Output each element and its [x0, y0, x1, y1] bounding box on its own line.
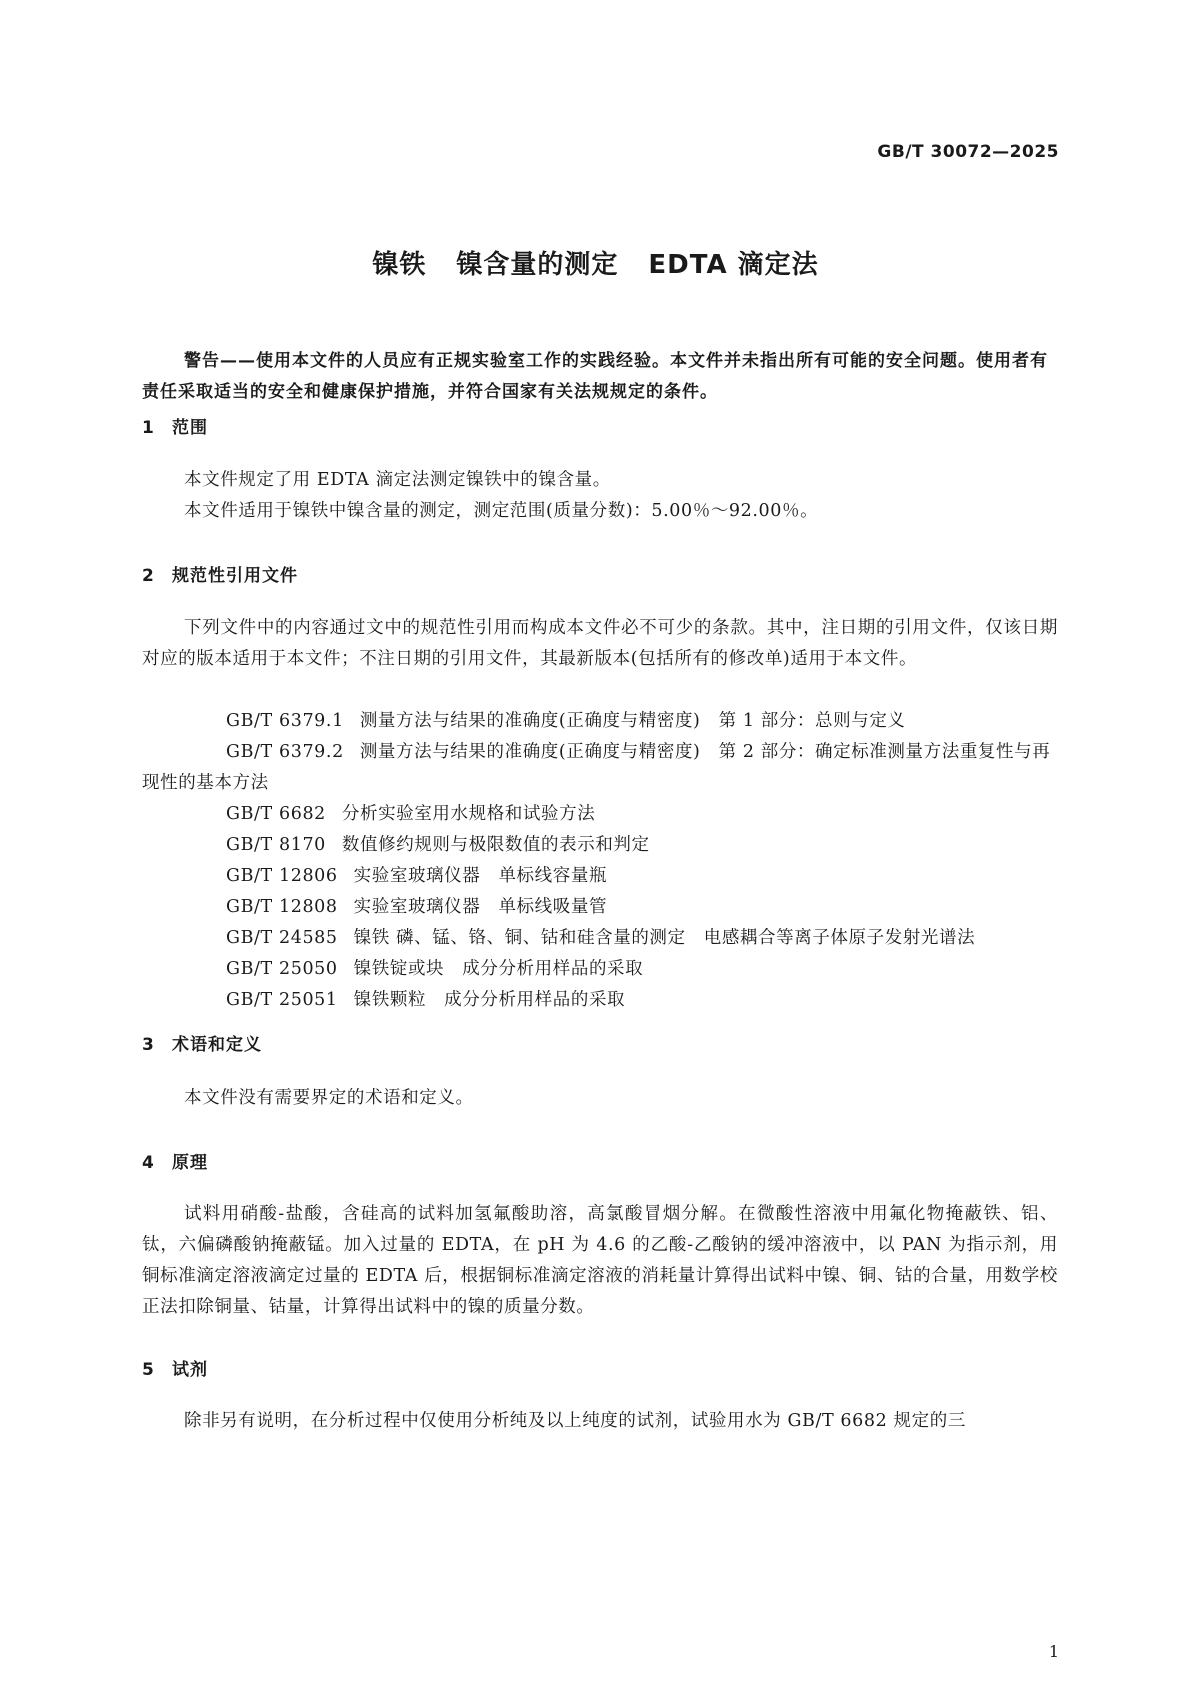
- reference-code: GB/T 12806: [226, 866, 338, 886]
- reference-item: [142, 954, 1058, 985]
- reference-title: 测量方法与结果的准确度(正确度与精密度) 第 1 部分：总则与定义: [359, 711, 906, 731]
- section-3-paragraph: 本文件没有需要界定的术语和定义。: [184, 1088, 474, 1108]
- section-number: 4: [142, 1153, 155, 1173]
- reference-title: 实验室玻璃仪器 单标线容量瓶: [353, 866, 608, 886]
- reference-title: 分析实验室用水规格和试验方法: [341, 804, 596, 824]
- section-4-heading: [142, 1148, 208, 1173]
- reference-item: [142, 985, 1058, 1016]
- title-part-3: EDTA 滴定法: [648, 250, 819, 280]
- reference-title: 实验室玻璃仪器 单标线吸量管: [353, 897, 608, 917]
- reference-item: [142, 892, 1058, 923]
- title-part-2: 镍含量的测定: [456, 250, 619, 280]
- reference-title: 数值修约规则与极限数值的表示和判定: [341, 835, 650, 855]
- page-number: 1: [1048, 1642, 1059, 1661]
- section-number: 2: [142, 566, 155, 586]
- standard-number: GB/T 30072—2025: [877, 142, 1059, 162]
- section-1-heading: [142, 413, 208, 438]
- reference-item: [142, 923, 1058, 954]
- section-number: 1: [142, 418, 155, 438]
- section-number: 5: [142, 1360, 155, 1380]
- reference-code: GB/T 25050: [226, 959, 338, 979]
- reference-item: [142, 737, 1058, 799]
- section-3-heading: [142, 1030, 262, 1055]
- section-number: 3: [142, 1035, 155, 1055]
- reference-title: 镍铁锭或块 成分分析用样品的采取: [353, 959, 644, 979]
- normative-references-list: [142, 706, 1058, 1016]
- section-title: 试剂: [172, 1360, 208, 1380]
- section-4-paragraph: 试料用硝酸-盐酸，含硅高的试料加氢氟酸助溶，高氯酸冒烟分解。在微酸性溶液中用氟化物掩蔽铁、铝、钛，六偏磷酸钠掩蔽锰。加入过量的 EDTA，在 pH 为 4.6 的乙酸-乙酸钠的缓冲溶液中，以 PAN 为指示剂，用铜标准滴定溶液滴定过量的 EDTA 后，根据铜标准滴定溶液的消耗量计算得出试料中镍、铜、钴的合量，用数学校正法扣除铜量、钴量，计算得出试料中的镍的质量分数。: [142, 1204, 1058, 1317]
- section-title: 范围: [172, 418, 208, 438]
- section-5-heading: [142, 1355, 208, 1380]
- section-title: 规范性引用文件: [172, 566, 298, 586]
- reference-code: GB/T 6379.1: [226, 711, 344, 731]
- document-title: [0, 244, 1191, 281]
- reference-code: GB/T 8170: [226, 835, 326, 855]
- reference-title: 测量方法与结果的准确度(正确度与精密度) 第 2 部分：确定标准测量方法重复性与再现性的基本方法: [142, 742, 1051, 793]
- section-5-paragraph: 除非另有说明，在分析过程中仅使用分析纯及以上纯度的试剂，试验用水为 GB/T 6682 规定的三: [184, 1411, 966, 1431]
- reference-code: GB/T 25051: [226, 990, 338, 1010]
- section-title: 原理: [172, 1153, 208, 1173]
- section-title: 术语和定义: [172, 1035, 262, 1055]
- section-2-heading: [142, 561, 298, 586]
- reference-title: 镍铁 磷、锰、铬、铜、钴和硅含量的测定 电感耦合等离子体原子发射光谱法: [353, 928, 976, 948]
- title-part-1: 镍铁: [372, 250, 427, 280]
- section-2-intro: 下列文件中的内容通过文中的规范性引用而构成本文件必不可少的条款。其中，注日期的引用文件，仅该日期对应的版本适用于本文件；不注日期的引用文件，其最新版本(包括所有的修改单)适用于本文件。: [142, 618, 1058, 669]
- warning-paragraph: 警告——使用本文件的人员应有正规实验室工作的实践经验。本文件并未指出所有可能的安全问题。使用者有责任采取适当的安全和健康保护措施，并符合国家有关法规规定的条件。: [142, 351, 1048, 402]
- reference-code: GB/T 24585: [226, 928, 338, 948]
- reference-item: [142, 830, 1058, 861]
- reference-item: [142, 706, 1058, 737]
- section-1-paragraph-2: 本文件适用于镍铁中镍含量的测定，测定范围(质量分数)：5.00％～92.00％。: [184, 501, 819, 521]
- reference-item: [142, 799, 1058, 830]
- reference-code: GB/T 6379.2: [226, 742, 344, 762]
- reference-title: 镍铁颗粒 成分分析用样品的采取: [353, 990, 626, 1010]
- reference-code: GB/T 12808: [226, 897, 338, 917]
- section-1-paragraph-1: 本文件规定了用 EDTA 滴定法测定镍铁中的镍含量。: [184, 470, 611, 490]
- reference-item: [142, 861, 1058, 892]
- reference-code: GB/T 6682: [226, 804, 326, 824]
